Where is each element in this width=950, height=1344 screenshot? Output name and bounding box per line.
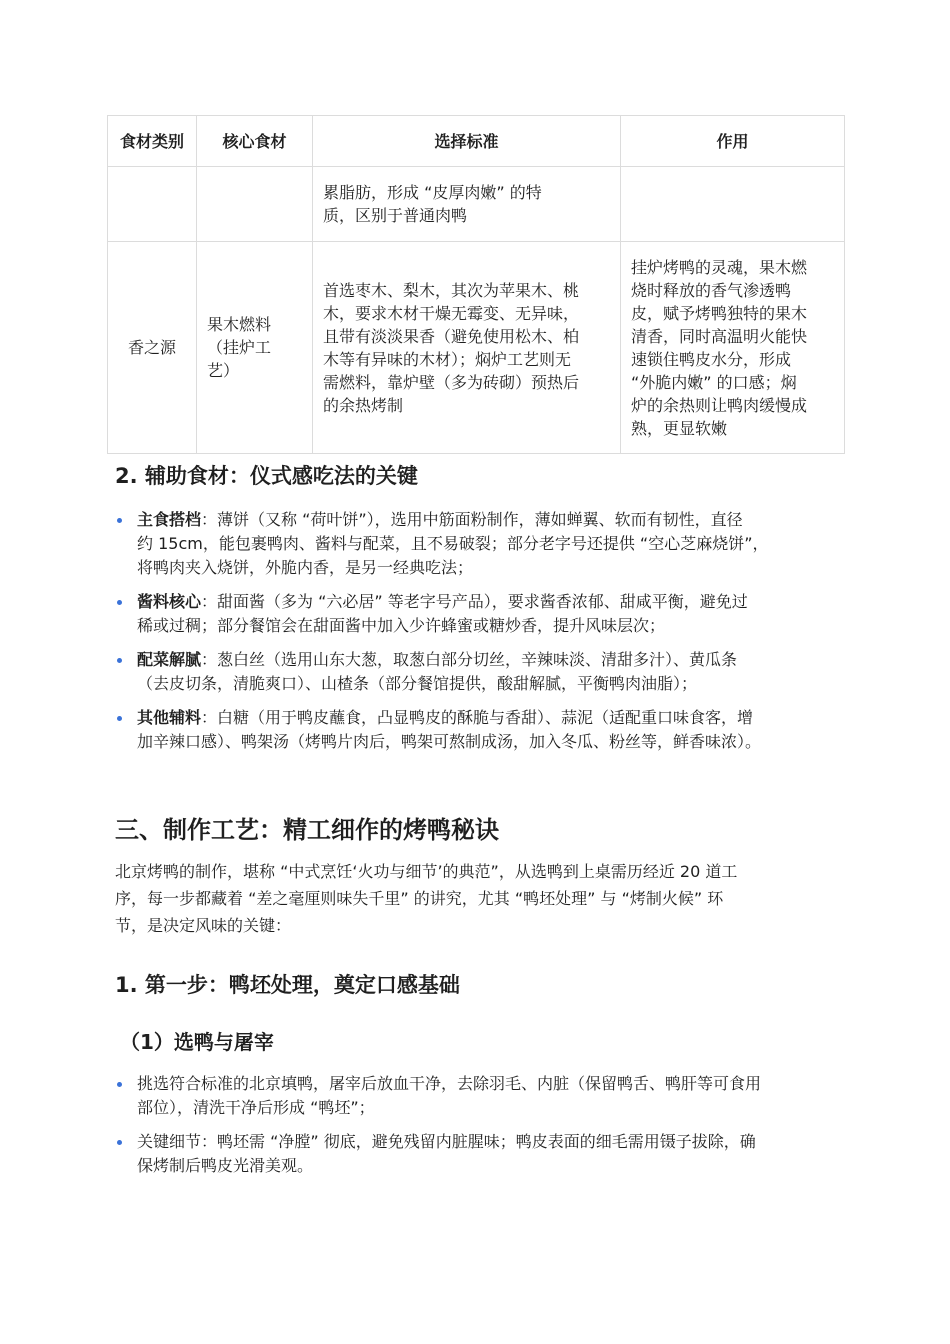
list-item	[115, 1130, 840, 1178]
subsection-heading-wrap	[120, 1028, 845, 1056]
bullet-icon	[117, 1140, 122, 1145]
list-item	[115, 1072, 840, 1120]
cell-effect	[621, 167, 845, 242]
list-item-text: 挑选符合标准的北京填鸭，屠宰后放血干净，去除羽毛、内脏（保留鸭舌、鸭肝等可食用 部位），清洗干净后形成 “鸭坯”；	[137, 1074, 762, 1117]
list-item	[115, 648, 840, 696]
table-row	[108, 242, 845, 454]
list-item	[115, 508, 840, 580]
auxiliary-ingredients-list	[115, 508, 840, 764]
header-core-ingredient: 核心食材	[197, 116, 313, 167]
subsection-heading: （1）选鸭与屠宰	[120, 1030, 274, 1054]
list-item-text: ：甜面酱（多为 “六必居” 等老字号产品），要求酱香浓郁、甜咸平衡，避免过 稀或过稠；部分餐馆会在甜面酱中加入少许蜂蜜或糖炒香，提升风味层次；	[137, 592, 748, 635]
header-category: 食材类别	[108, 116, 197, 167]
list-item-term: 其他辅料	[137, 708, 202, 727]
section-title: 三、制作工艺：精工细作的烤鸭秘诀	[115, 816, 499, 844]
section-heading: 2. 辅助食材：仪式感吃法的关键	[115, 464, 418, 488]
bullet-icon	[117, 658, 122, 663]
step-heading-wrap	[115, 971, 840, 999]
cell-category	[108, 167, 197, 242]
list-item-text: 关键细节：鸭坯需 “净膛” 彻底，避免残留内脏腥味；鸭皮表面的细毛需用镊子拔除，确 保烤制后鸭皮光滑美观。	[137, 1132, 756, 1175]
bullet-icon	[117, 518, 122, 523]
list-item-text: ：薄饼（又称 “荷叶饼”），选用中筋面粉制作，薄如蝉翼、软而有韧性，直径 约 15cm，能包裹鸭肉、酱料与配菜，且不易破裂；部分老字号还提供 “空心芝麻烧饼”， 将鸭肉夹入烧饼，外脆内香，是另一经典吃法；	[137, 510, 769, 577]
bullet-icon	[117, 1082, 122, 1087]
header-selection-standard: 选择标准	[313, 116, 621, 167]
cell-standard: 首选枣木、梨木，其次为苹果木、桃 木，要求木材干燥无霉变、无异味， 且带有淡淡果香（避免使用松木、柏 木等有异味的木材）；焖炉工艺则无 需燃料，靠炉壁（多为砖砌）预热后 的余热烤制	[313, 242, 621, 454]
bullet-icon	[117, 716, 122, 721]
cell-category: 香之源	[108, 242, 197, 454]
list-item-term: 配菜解腻	[137, 650, 202, 669]
section3-heading-wrap	[115, 814, 840, 846]
duck-selection-list	[115, 1072, 840, 1188]
list-item-text: ：葱白丝（选用山东大葱，取葱白部分切丝，辛辣味淡、清甜多汁）、黄瓜条 （去皮切条，清脆爽口）、山楂条（部分餐馆提供，酸甜解腻，平衡鸭肉油脂）；	[137, 650, 738, 693]
table-row	[108, 167, 845, 242]
list-item-term: 主食搭档	[137, 510, 202, 529]
step-heading: 1. 第一步：鸭坯处理，奠定口感基础	[115, 973, 460, 997]
list-item-text: ：白糖（用于鸭皮蘸食，凸显鸭皮的酥脆与香甜）、蒜泥（适配重口味食客，增 加辛辣口感）、鸭架汤（烤鸭片肉后，鸭架可熬制成汤，加入冬瓜、粉丝等，鲜香味浓）。	[137, 708, 762, 751]
section-intro: 北京烤鸭的制作，堪称 “中式烹饪‘火功与细节’的典范”，从选鸭到上桌需历经近 20 道工 序，每一步都藏着 “差之毫厘则味失千里” 的讲究，尤其 “鸭坯处理” 与 “烤制火候” 环 节，是决定风味的关键：	[115, 862, 738, 935]
section2-heading-wrap	[115, 462, 840, 490]
header-effect: 作用	[621, 116, 845, 167]
cell-standard: 累脂肪，形成 “皮厚肉嫩” 的特 质，区别于普通肉鸭	[313, 167, 621, 242]
list-item-term: 酱料核心	[137, 592, 202, 611]
ingredient-table	[107, 115, 845, 454]
cell-core	[197, 167, 313, 242]
cell-core: 果木燃料 （挂炉工 艺）	[197, 242, 313, 454]
cell-effect: 挂炉烤鸭的灵魂，果木燃 烧时释放的香气渗透鸭 皮，赋予烤鸭独特的果木 清香，同时高温明火能快 速锁住鸭皮水分，形成 “外脆内嫩” 的口感；焖 炉的余热则让鸭肉缓慢成 熟，更显软嫩	[621, 242, 845, 454]
list-item	[115, 590, 840, 638]
list-item	[115, 706, 840, 754]
table-header-row	[108, 116, 845, 167]
bullet-icon	[117, 600, 122, 605]
